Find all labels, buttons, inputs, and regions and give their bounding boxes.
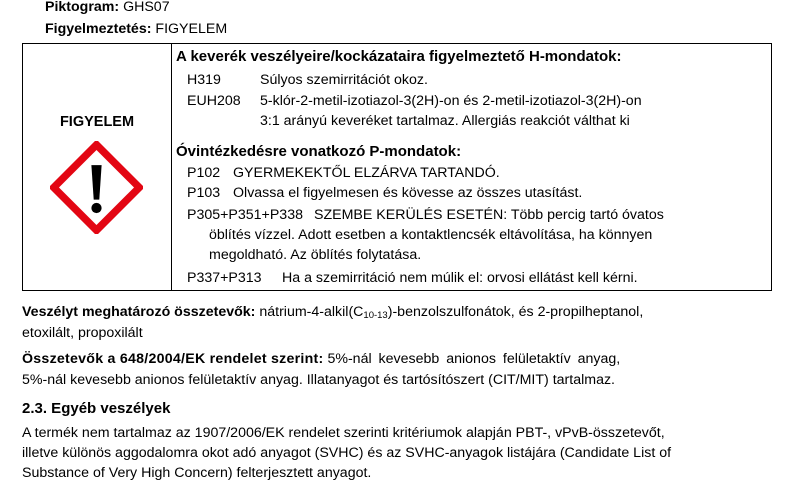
regulation-line <box>22 350 620 368</box>
regulation-continued: 5%-nál kevesebb anionos felületaktív anyag. Illatanyagot és tartósítószert (CIT/MIT) tartalmaz. <box>22 372 615 388</box>
ghs07-exclamation-mark-icon <box>50 141 143 234</box>
section-title: 2.3. Egyéb veszélyek <box>22 400 171 417</box>
p-text: Olvassa el figyelmesen és kövesse az összes utasítást. <box>233 185 583 201</box>
signal-word-line <box>45 20 227 38</box>
carbon-range-subscript: 10-13 <box>363 310 388 321</box>
regulation-text: 5%-nál kevesebb anionos felületaktív anyag, <box>327 351 621 367</box>
p-code: P305+P351+P338 <box>187 207 303 223</box>
pictogram-label: Piktogram: <box>45 0 120 15</box>
h-text: 5-klór-2-metil-izotiazol-3(2H)-on és 2-metil-izotiazol-3(2H)-on <box>260 93 642 109</box>
h-code: H319 <box>187 72 221 88</box>
p-code: P103 <box>187 185 221 201</box>
signal-word: FIGYELEM <box>59 114 135 130</box>
section-paragraph-line: A termék nem tartalmaz az 1907/2006/EK rendelet szerinti kritériumok alapján PBT-, vPvB-összetevőt, <box>22 425 665 441</box>
hazard-components-text: nátrium-4-alkil(C <box>259 304 364 320</box>
pictogram-value: GHS07 <box>123 0 170 15</box>
h-text: Súlyos szemirritációt okoz. <box>260 72 428 88</box>
p-statements-heading: Óvintézkedésre vonatkozó P-mondatok: <box>176 143 462 160</box>
section-paragraph-line: illetve különös aggodalomra okot adó anyagot (SVHC) és az SVHC-anyagok listájára (Candidate List of <box>22 445 672 461</box>
hazard-components-label: Veszélyt meghatározó összetevők: <box>22 304 256 320</box>
hazard-components-text: )-benzolszulfonátok, és 2-propilheptanol, <box>387 304 644 320</box>
p-code: P102 <box>187 165 221 181</box>
p-text-continued: öblítés vízzel. Adott esetben a kontaktlencsék eltávolítása, ha könnyen <box>209 227 653 243</box>
section-paragraph-line: Substance of Very High Concern) felterjesztett anyagot. <box>22 465 372 481</box>
p-text: SZEMBE KERÜLÉS ESETÉN: Több percig tartó óvatos <box>314 207 664 223</box>
h-statements-heading: A keverék veszélyeire/kockázataira figyelmeztető H-mondatok: <box>176 48 622 65</box>
signal-word-label: Figyelmeztetés: <box>45 21 152 37</box>
h-text-continued: 3:1 arányú keveréket tartalmaz. Allergiás reakciót válthat ki <box>260 113 630 129</box>
regulation-label: Összetevők a 648/2004/EK rendelet szerint: <box>22 351 324 367</box>
h-code: EUH208 <box>187 93 241 109</box>
signal-word-value: FIGYELEM <box>155 21 228 37</box>
label-box <box>22 43 772 291</box>
p-text-continued: megoldható. Az öblítés folytatása. <box>209 247 422 263</box>
p-text: Ha a szemirritáció nem múlik el: orvosi ellátást kell kérni. <box>282 270 638 286</box>
p-code: P337+P313 <box>187 270 262 286</box>
pictogram-line <box>45 0 170 16</box>
hazard-components-continued: etoxilált, propoxilált <box>22 325 143 341</box>
hazard-components-line <box>22 303 643 325</box>
box-divider <box>171 44 172 290</box>
p-text: GYERMEKEKTŐL ELZÁRVA TARTANDÓ. <box>233 165 500 181</box>
